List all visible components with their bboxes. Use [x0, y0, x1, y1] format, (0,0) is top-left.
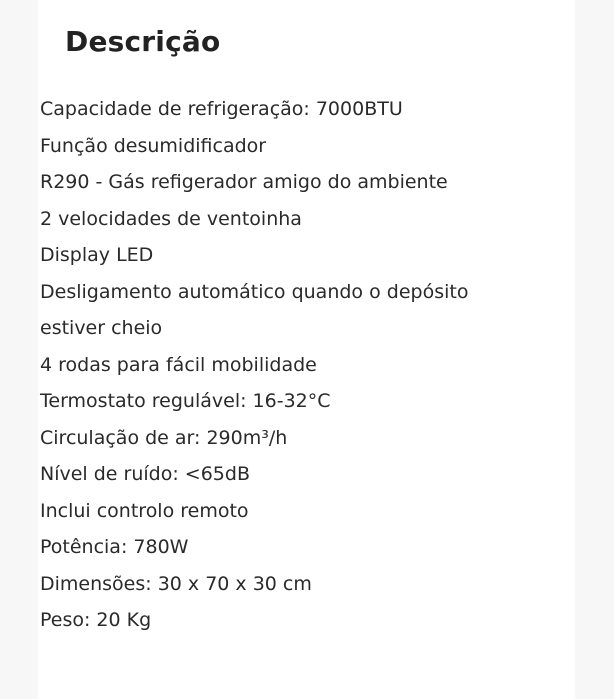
description-line: estiver cheio	[40, 317, 163, 339]
description-line: Inclui controlo remoto	[40, 499, 249, 522]
description-line: 4 rodas para fácil mobilidade	[40, 353, 317, 376]
description-line: Função desumidificador	[40, 134, 267, 157]
description-line: Potência: 780W	[40, 536, 189, 558]
description-list	[40, 91, 540, 639]
description-line: Capacidade de refrigeração: 7000BTU	[40, 98, 403, 120]
description-line: Peso: 20 Kg	[40, 609, 152, 631]
description-line: Termostato regulável: 16-32°C	[40, 390, 331, 412]
section-title: Descrição	[65, 25, 221, 58]
description-line: Nível de ruído: <65dB	[40, 463, 250, 485]
description-line: 2 velocidades de ventoinha	[40, 207, 302, 230]
description-line: Dimensões: 30 x 70 x 30 cm	[40, 572, 312, 595]
description-line: R290 - Gás refigerador amigo do ambiente	[40, 171, 448, 193]
description-line: Display LED	[40, 244, 154, 266]
description-line: Circulação de ar: 290m³/h	[40, 426, 288, 449]
description-line: Desligamento automático quando o depósito	[40, 280, 469, 303]
